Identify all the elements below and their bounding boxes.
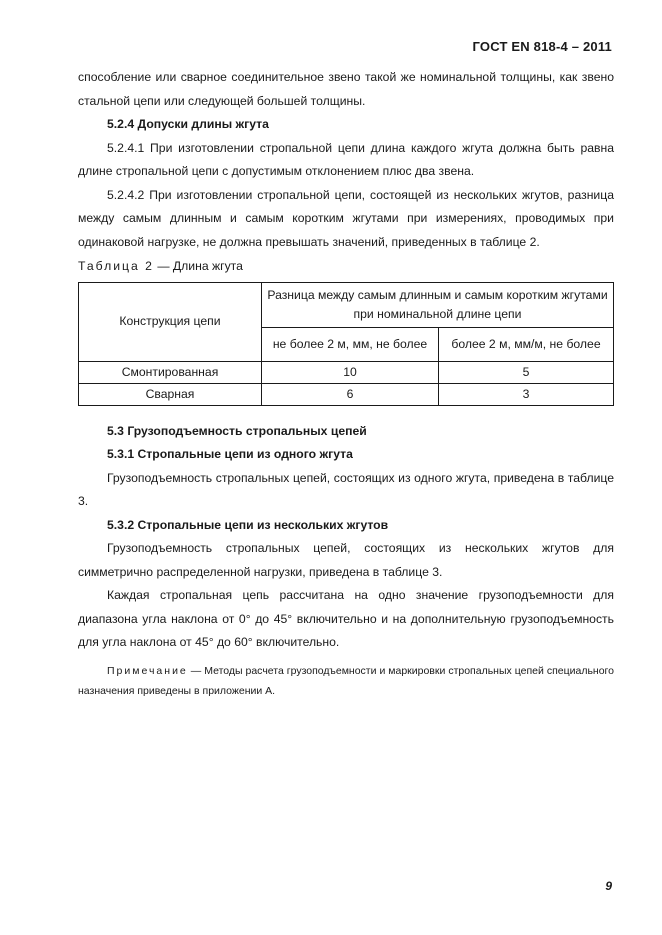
subheader-over-2m: более 2 м, мм/м, не более	[439, 327, 614, 361]
table-row	[79, 361, 614, 383]
paragraph-5-3-1: Грузоподъемность стропальных цепей, состоящих из одного жгута, приведена в таблице 3.	[78, 470, 614, 508]
paragraph-continuation: способление или сварное соединительное звено такой же номинальной толщины, как звено стальной цепи или следующей большей толщины.	[78, 70, 614, 108]
table-row	[79, 383, 614, 405]
chain-length-table	[78, 282, 614, 406]
table-caption-prefix: Таблица 2	[78, 259, 154, 273]
row-value-2: 3	[439, 383, 614, 405]
row-name: Смонтированная	[79, 361, 262, 383]
page-number: 9	[605, 879, 612, 893]
row-name: Сварная	[79, 383, 262, 405]
table-header-row	[79, 282, 614, 327]
note	[78, 661, 614, 701]
document-header: ГОСТ EN 818-4 – 2011	[472, 39, 612, 54]
table-caption	[78, 255, 614, 279]
heading-5-3: 5.3 Грузоподъемность стропальных цепей	[107, 423, 367, 438]
paragraph-5-3-2-a: Грузоподъемность стропальных цепей, состоящих из нескольких жгутов для симметрично распределенной нагрузки, приведена в таблице 3.	[78, 541, 614, 579]
heading-5-2-4: 5.2.4 Допуски длины жгута	[107, 117, 269, 131]
document-body	[78, 66, 614, 701]
paragraph-5-2-4-1: 5.2.4.1 При изготовлении стропальной цепи длина каждого жгута должна быть равна длине стропальной цепи с допустимым отклонением плюс два звена.	[78, 140, 614, 178]
row-value-1: 10	[262, 361, 439, 383]
subheader-up-to-2m: не более 2 м, мм, не более	[262, 327, 439, 361]
row-value-2: 5	[439, 361, 614, 383]
note-label: Примечание	[107, 664, 188, 677]
group-header: Разница между самым длинным и самым коротким жгутами при номинальной длине цепи	[262, 282, 614, 327]
heading-5-3-2: 5.3.2 Стропальные цепи из нескольких жгутов	[107, 517, 389, 532]
heading-5-3-1: 5.3.1 Стропальные цепи из одного жгута	[107, 447, 353, 461]
paragraph-5-2-4-2: 5.2.4.2 При изготовлении стропальной цепи, состоящей из нескольких жгутов, разница между самым длинным и самым коротким жгутами при измерениях, проводимых при одинаковой нагрузке, не должна превышать значений, приведенных в таблице 2.	[78, 187, 614, 249]
table-caption-title: — Длина жгута	[153, 259, 243, 273]
note-text: — Методы расчета грузоподъемности и маркировки стропальных цепей специального назначения приведены в приложении А.	[78, 664, 614, 697]
paragraph-5-3-2-b: Каждая стропальная цепь рассчитана на одно значение грузоподъемности для диапазона угла наклона от 0° до 45° включительно и на дополнительную грузоподъемность для угла наклона от 45° до 60° включительно.	[78, 588, 614, 649]
col-construction-header: Конструкция цепи	[79, 282, 262, 361]
row-value-1: 6	[262, 383, 439, 405]
